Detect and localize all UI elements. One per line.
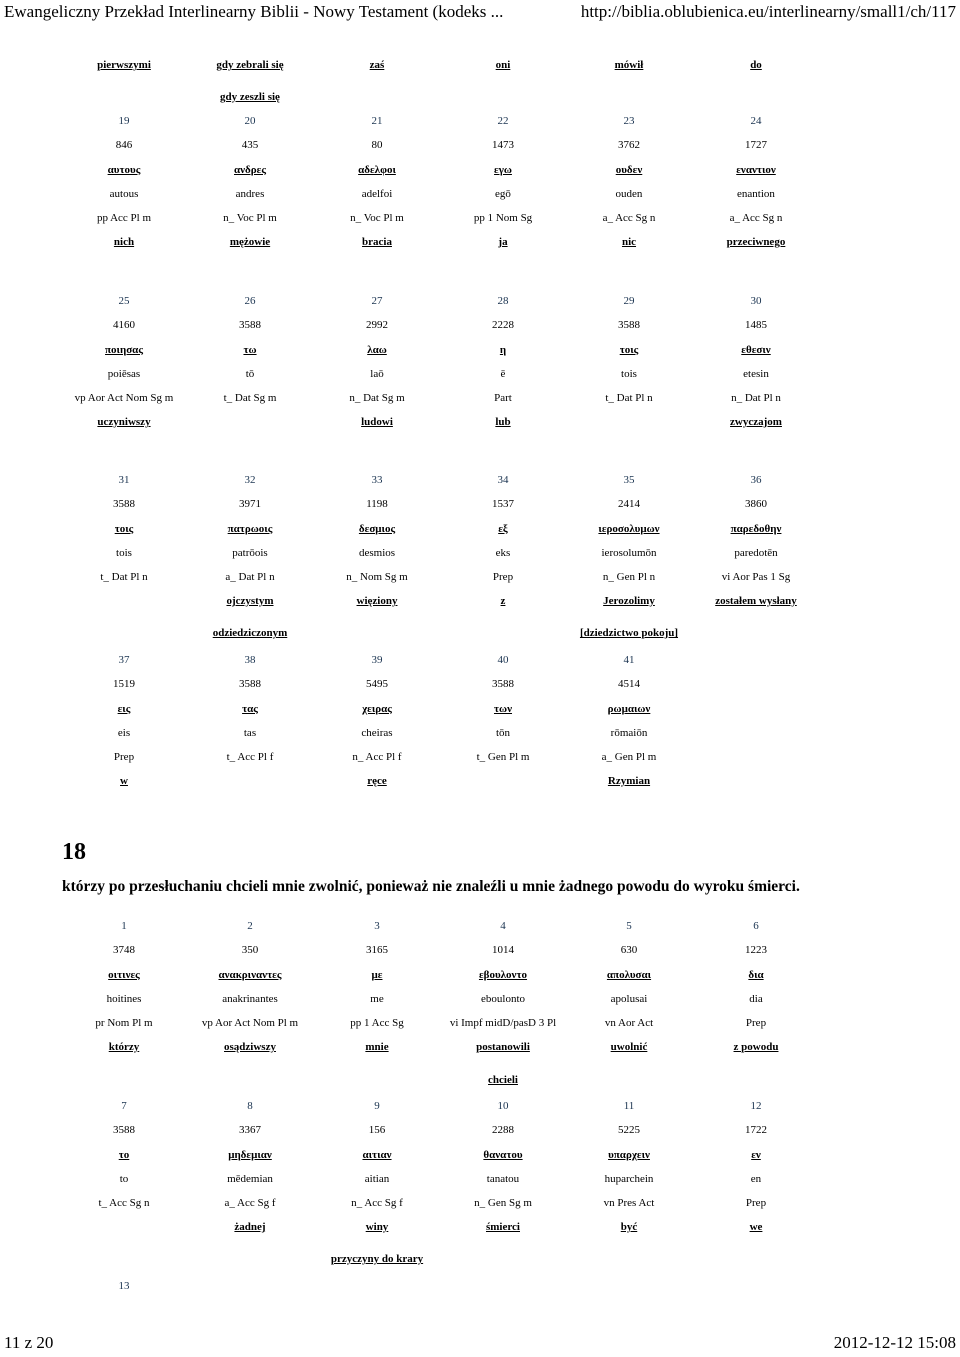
greek-word-link[interactable]: εναντιον — [736, 164, 776, 176]
strong-number: 1722 — [745, 1124, 767, 1136]
transliteration: dia — [749, 993, 763, 1005]
morphology-code: n_ Gen Sg m — [474, 1197, 532, 1209]
word-number: 40 — [497, 654, 509, 666]
morphology-code: vi Impf midD/pasD 3 Pl — [449, 1017, 557, 1029]
strong-number: 3588 — [113, 498, 135, 510]
morphology-code: n_ Acc Sg f — [351, 1197, 403, 1209]
word-number: 35 — [623, 474, 635, 486]
word-number: 41 — [623, 654, 635, 666]
polish-word-link[interactable]: być — [620, 1221, 638, 1233]
polish-word-link[interactable]: ręce — [367, 775, 387, 787]
word-number: 36 — [750, 474, 762, 486]
greek-word-link[interactable]: τω — [243, 344, 257, 356]
greek-word-link[interactable]: αδελφοι — [358, 164, 396, 176]
word-number: 28 — [497, 295, 509, 307]
strong-number: 3860 — [745, 498, 767, 510]
transliteration: autous — [109, 188, 139, 200]
morphology-code: t_ Gen Pl m — [476, 751, 530, 763]
polish-word-link[interactable]: ludowi — [361, 416, 393, 428]
transliteration: cheiras — [361, 727, 393, 739]
greek-word-link[interactable]: παρεδοθην — [730, 523, 782, 535]
greek-word-link[interactable]: δεσμιος — [358, 523, 396, 535]
transliteration: hoitines — [106, 993, 142, 1005]
transliteration: poiēsas — [107, 368, 141, 380]
verse-number: 18 — [62, 839, 86, 865]
strong-number: 5495 — [366, 678, 388, 690]
polish-word-link[interactable]: Rzymian — [607, 775, 651, 787]
transliteration: etesin — [743, 368, 769, 380]
greek-word-link[interactable]: εβουλοντο — [478, 969, 528, 981]
greek-word-link[interactable]: δια — [748, 969, 764, 981]
transliteration: ē — [500, 368, 506, 380]
morphology-code: Prep — [492, 571, 514, 583]
polish-word-link[interactable]: ojczystym — [226, 595, 274, 607]
greek-word-link[interactable]: η — [499, 344, 507, 356]
morphology-code: vi Aor Pas 1 Sg — [721, 571, 791, 583]
word-number: 4 — [500, 920, 506, 932]
word-number: 9 — [374, 1100, 380, 1112]
greek-word-link[interactable]: υπαρχειν — [608, 1149, 650, 1161]
polish-word-link[interactable]: zaś — [369, 59, 385, 71]
transliteration: me — [370, 993, 384, 1005]
greek-word-link[interactable]: ουδεν — [615, 164, 643, 176]
polish-word-link[interactable]: uwolnić — [610, 1041, 648, 1053]
polish-word-link[interactable]: żadnej — [234, 1221, 266, 1233]
strong-number: 1223 — [745, 944, 767, 956]
morphology-code: a_ Acc Sg n — [729, 212, 783, 224]
transliteration: tō — [245, 368, 255, 380]
transliteration: to — [119, 1173, 129, 1185]
greek-word-link[interactable]: εγω — [494, 164, 512, 176]
transliteration: paredotēn — [734, 547, 778, 559]
word-number: 38 — [244, 654, 256, 666]
morphology-code: t_ Acc Pl f — [226, 751, 274, 763]
transliteration: tas — [243, 727, 257, 739]
morphology-code: a_ Acc Sg f — [224, 1197, 276, 1209]
greek-word-link[interactable]: εξ — [498, 523, 508, 535]
morphology-code: pr Nom Pl m — [95, 1017, 153, 1029]
morphology-code: a_ Gen Pl m — [601, 751, 657, 763]
greek-word-link[interactable]: τας — [242, 703, 258, 715]
morphology-code: t_ Dat Sg m — [223, 392, 277, 404]
page-title: Ewangeliczny Przekład Interlinearny Biblii - Nowy Testament (kodeks ... — [4, 2, 504, 21]
morphology-code: n_ Voc Pl m — [223, 212, 277, 224]
word-number: 13 — [118, 1280, 130, 1292]
greek-word-link[interactable]: ανακριναντες — [218, 969, 282, 981]
polish-word-link[interactable]: lub — [495, 416, 511, 428]
word-number: 31 — [118, 474, 130, 486]
morphology-code: pp 1 Acc Sg — [350, 1017, 404, 1029]
greek-word-link[interactable]: ανδρες — [234, 164, 266, 176]
word-number: 22 — [497, 115, 509, 127]
greek-word-link[interactable]: εν — [751, 1149, 761, 1161]
word-number: 21 — [371, 115, 383, 127]
word-number: 30 — [750, 295, 762, 307]
greek-word-link[interactable]: τοις — [619, 344, 639, 356]
word-number: 7 — [121, 1100, 127, 1112]
polish-word-link[interactable]: nich — [113, 236, 135, 248]
morphology-code: pp 1 Nom Sg — [473, 212, 533, 224]
transliteration: tois — [116, 547, 132, 559]
polish-word-link[interactable]: z — [500, 595, 506, 607]
polish-word-link[interactable]: zwyczajom — [730, 416, 782, 428]
morphology-code: pp Acc Pl m — [96, 212, 152, 224]
transliteration: huparchein — [604, 1173, 654, 1185]
polish-word-link[interactable]: śmierci — [485, 1221, 520, 1233]
word-number: 11 — [623, 1100, 635, 1112]
word-number: 24 — [750, 115, 762, 127]
greek-word-link[interactable]: εις — [117, 703, 131, 715]
polish-word-link[interactable]: przeciwnego — [726, 236, 786, 248]
greek-word-link[interactable]: μηδεμιαν — [228, 1149, 272, 1161]
polish-word-link[interactable]: bracia — [362, 236, 392, 248]
polish-word-link[interactable]: uczyniwszy — [97, 416, 151, 428]
polish-word-link[interactable]: osądziwszy — [224, 1041, 276, 1053]
strong-number: 1014 — [492, 944, 514, 956]
morphology-code: n_ Dat Sg m — [349, 392, 405, 404]
word-number: 19 — [118, 115, 130, 127]
polish-word-link[interactable]: w — [120, 775, 128, 787]
morphology-code: a_ Dat Pl n — [225, 571, 275, 583]
word-number: 37 — [118, 654, 130, 666]
word-number: 39 — [371, 654, 383, 666]
word-number: 1 — [121, 920, 127, 932]
morphology-code: Prep — [745, 1197, 767, 1209]
transliteration: anakrinantes — [222, 993, 278, 1005]
word-number: 2 — [247, 920, 253, 932]
strong-number: 1198 — [366, 498, 388, 510]
word-number: 25 — [118, 295, 130, 307]
polish-word-link[interactable]: do — [750, 59, 762, 71]
strong-number: 3588 — [239, 678, 261, 690]
morphology-code: a_ Acc Sg n — [602, 212, 656, 224]
greek-word-link[interactable]: των — [493, 703, 513, 715]
strong-number: 1727 — [745, 139, 767, 151]
verse-text: którzy po przesłuchaniu chcieli mnie zwolnić, ponieważ nie znaleźli u mnie żadnego powodu do wyroku śmierci. — [62, 878, 800, 895]
transliteration: enantion — [737, 188, 775, 200]
polish-word-link[interactable]: postanowili — [476, 1041, 530, 1053]
transliteration: tōn — [495, 727, 511, 739]
transliteration: aitian — [364, 1173, 390, 1185]
morphology-code: Prep — [113, 751, 135, 763]
word-number: 23 — [623, 115, 635, 127]
word-number: 10 — [497, 1100, 509, 1112]
strong-number: 630 — [620, 944, 638, 956]
transliteration: desmios — [358, 547, 396, 559]
strong-number: 80 — [371, 139, 383, 151]
morphology-code: vn Aor Act — [604, 1017, 654, 1029]
greek-word-link[interactable]: με — [371, 969, 383, 981]
strong-number: 1485 — [745, 319, 767, 331]
browser-print-footer — [4, 1333, 956, 1353]
polish-word-link[interactable]: Jerozolimy — [603, 595, 655, 607]
greek-word-link[interactable]: ποιησας — [105, 344, 143, 356]
greek-word-link[interactable]: χειρας — [362, 703, 392, 715]
strong-number: 435 — [241, 139, 259, 151]
transliteration: apolusai — [610, 993, 648, 1005]
polish-word-link[interactable]: którzy — [108, 1041, 140, 1053]
polish-word-link[interactable]: we — [749, 1221, 763, 1233]
page-url[interactable]: http://biblia.oblubienica.eu/interlinearny/small1/ch/117 — [580, 2, 956, 21]
transliteration: ierosolumōn — [601, 547, 657, 559]
transliteration: en — [750, 1173, 762, 1185]
polish-word-link[interactable]: z powodu — [733, 1041, 779, 1053]
print-datetime: 2012-12-12 15:08 — [833, 1333, 956, 1352]
greek-word-link[interactable]: το — [118, 1149, 130, 1161]
strong-number: 3588 — [239, 319, 261, 331]
polish-word-link[interactable]: winy — [365, 1221, 389, 1233]
greek-word-link[interactable]: απολυσαι — [606, 969, 652, 981]
morphology-code: n_ Voc Pl m — [350, 212, 404, 224]
morphology-code: n_ Acc Pl f — [352, 751, 402, 763]
morphology-code: Part — [494, 392, 512, 404]
word-number: 27 — [371, 295, 383, 307]
transliteration: eks — [495, 547, 511, 559]
word-number: 8 — [247, 1100, 253, 1112]
word-number: 32 — [244, 474, 256, 486]
polish-word-link[interactable]: nic — [621, 236, 637, 248]
polish-word-link[interactable]: ja — [498, 236, 508, 248]
polish-word-link[interactable]: mnie — [365, 1041, 389, 1053]
polish-word-link[interactable]: mężowie — [229, 236, 271, 248]
polish-word-link[interactable]: więziony — [356, 595, 398, 607]
morphology-code: vp Aor Act Nom Sg m — [74, 392, 174, 404]
page-counter: 11 z 20 — [4, 1333, 54, 1352]
strong-number: 1473 — [492, 139, 514, 151]
strong-number: 2288 — [492, 1124, 514, 1136]
word-number: 5 — [626, 920, 632, 932]
alt-translation-link[interactable]: [dziedzictwo pokoju] — [579, 627, 679, 639]
strong-number: 5225 — [618, 1124, 640, 1136]
transliteration: eboulonto — [481, 993, 525, 1005]
morphology-code: t_ Acc Sg n — [98, 1197, 150, 1209]
greek-word-link[interactable]: αυτους — [107, 164, 141, 176]
strong-number: 3165 — [366, 944, 388, 956]
transliteration: egō — [495, 188, 511, 200]
strong-number: 846 — [115, 139, 133, 151]
strong-number: 3588 — [618, 319, 640, 331]
browser-print-header — [4, 2, 956, 22]
greek-word-link[interactable]: τοις — [114, 523, 134, 535]
strong-number: 3971 — [239, 498, 261, 510]
morphology-code: vn Pres Act — [603, 1197, 655, 1209]
transliteration: ouden — [615, 188, 643, 200]
strong-number: 2992 — [366, 319, 388, 331]
strong-number: 2414 — [618, 498, 640, 510]
word-number: 20 — [244, 115, 256, 127]
morphology-code: vp Aor Act Nom Pl m — [201, 1017, 299, 1029]
word-number: 26 — [244, 295, 256, 307]
polish-word-link[interactable]: oni — [495, 59, 511, 71]
word-number: 34 — [497, 474, 509, 486]
strong-number: 156 — [368, 1124, 386, 1136]
strong-number: 3762 — [618, 139, 640, 151]
transliteration: laō — [370, 368, 384, 380]
word-number: 12 — [750, 1100, 762, 1112]
transliteration: tanatou — [486, 1173, 520, 1185]
strong-number: 3588 — [492, 678, 514, 690]
strong-number: 1537 — [492, 498, 514, 510]
strong-number: 4514 — [618, 678, 640, 690]
greek-word-link[interactable]: ιεροσολυμων — [598, 523, 660, 535]
strong-number: 4160 — [113, 319, 135, 331]
strong-number: 2228 — [492, 319, 514, 331]
morphology-code: n_ Dat Pl n — [731, 392, 781, 404]
polish-word-link[interactable]: pierwszymi — [97, 59, 151, 71]
polish-word-link[interactable]: zostałem wysłany — [715, 595, 797, 607]
transliteration: rōmaiōn — [610, 727, 648, 739]
greek-word-link[interactable]: εθεσιν — [741, 344, 771, 356]
strong-number: 3748 — [113, 944, 135, 956]
transliteration: eis — [117, 727, 131, 739]
morphology-code: n_ Nom Sg m — [346, 571, 408, 583]
transliteration: mēdemian — [227, 1173, 273, 1185]
transliteration: andres — [235, 188, 265, 200]
strong-number: 3367 — [239, 1124, 261, 1136]
transliteration: tois — [621, 368, 637, 380]
alt-translation-link[interactable]: odziedziczonym — [212, 627, 288, 639]
morphology-code: t_ Dat Pl n — [605, 392, 653, 404]
word-number: 33 — [371, 474, 383, 486]
greek-word-link[interactable]: θανατου — [483, 1149, 523, 1161]
greek-word-link[interactable]: πατρωοις — [227, 523, 273, 535]
morphology-code: t_ Dat Pl n — [100, 571, 148, 583]
greek-word-link[interactable]: οιτινες — [108, 969, 140, 981]
alt-translation-link[interactable]: gdy zeszli się — [220, 91, 280, 103]
polish-word-link[interactable]: gdy zebrali się — [216, 59, 284, 71]
word-number: 3 — [374, 920, 380, 932]
polish-word-link[interactable]: mówił — [614, 59, 644, 71]
greek-word-link[interactable]: αιτιαν — [362, 1149, 392, 1161]
word-number: 6 — [753, 920, 759, 932]
greek-word-link[interactable]: ρωμαιων — [607, 703, 651, 715]
alt-translation-link[interactable]: chcieli — [488, 1074, 518, 1086]
alt-translation-link[interactable]: przyczyny do krary — [330, 1253, 424, 1265]
morphology-code: Prep — [745, 1017, 767, 1029]
greek-word-link[interactable]: λαω — [367, 344, 387, 356]
transliteration: adelfoi — [361, 188, 393, 200]
strong-number: 350 — [241, 944, 259, 956]
transliteration: patrōois — [232, 547, 268, 559]
word-number: 29 — [623, 295, 635, 307]
strong-number: 1519 — [113, 678, 135, 690]
strong-number: 3588 — [113, 1124, 135, 1136]
morphology-code: n_ Gen Pl n — [602, 571, 656, 583]
